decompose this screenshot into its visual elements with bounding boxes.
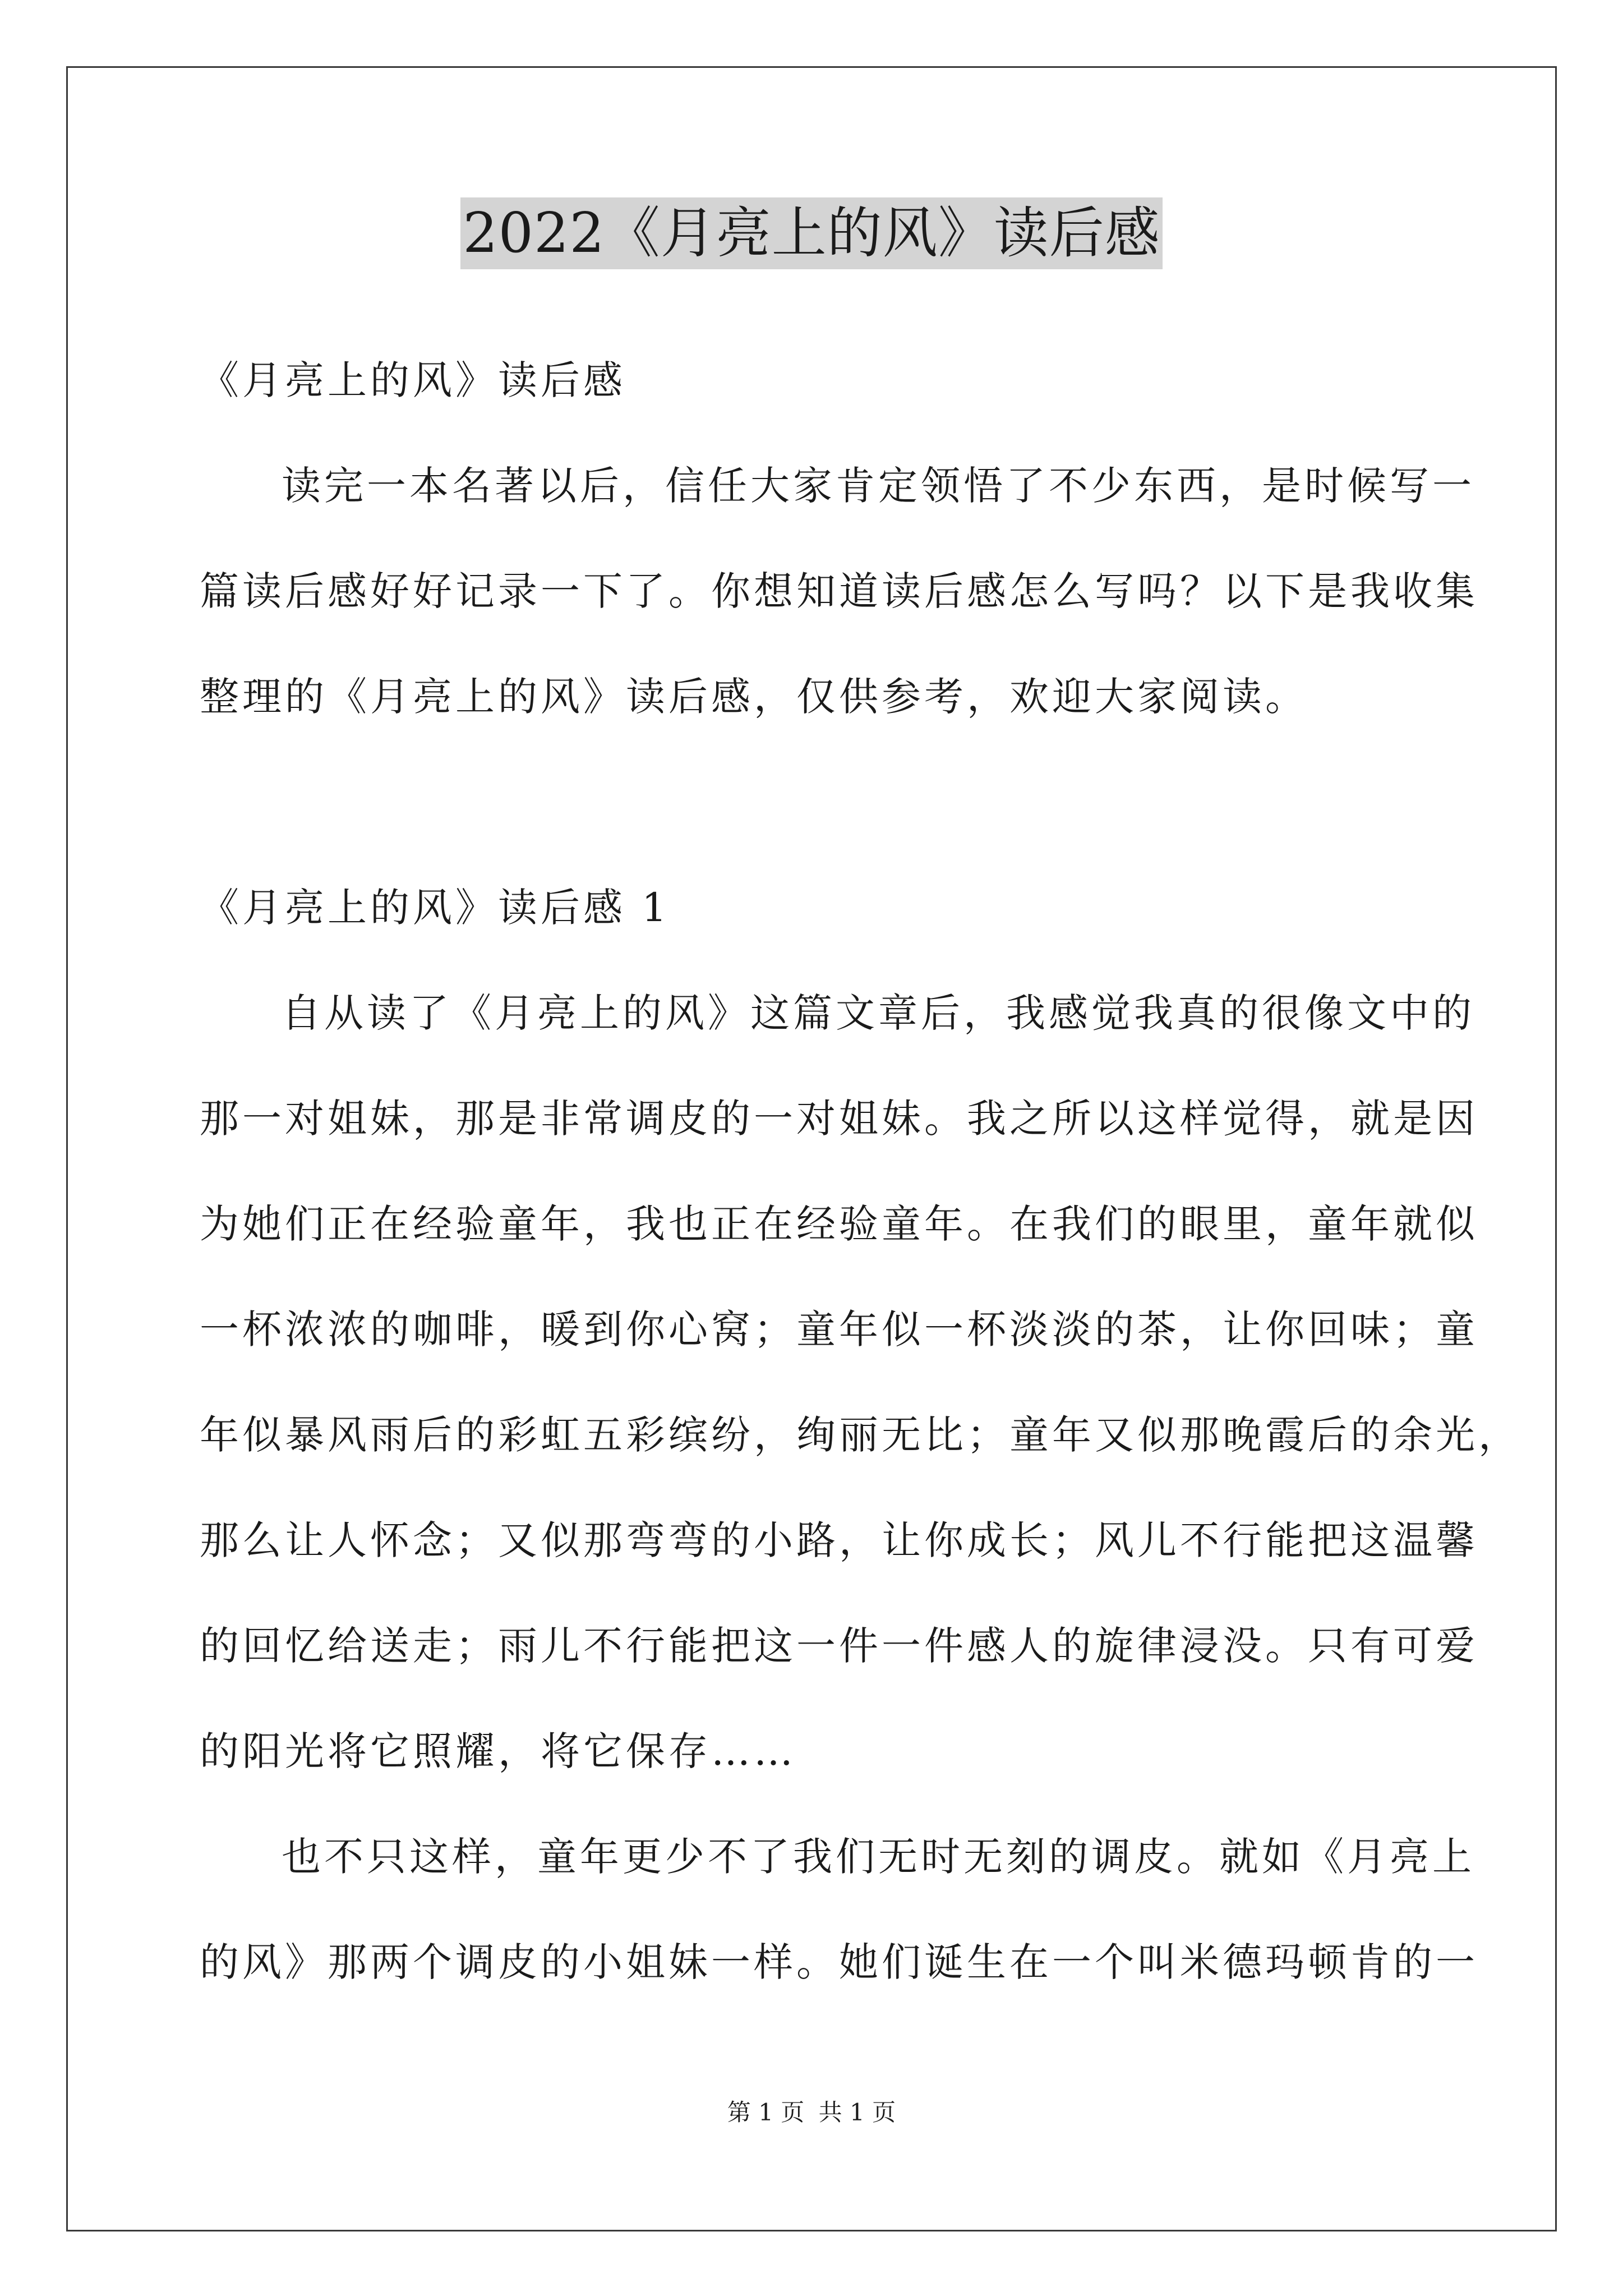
paragraph-line: 年似暴风雨后的彩虹五彩缤纷，绚丽无比；童年又似那晚霞后的余光，: [200, 1412, 1521, 1458]
intro-line: 读完一本名著以后，信任大家肯定领悟了不少东西，是时候写一: [282, 463, 1475, 509]
paragraph-line: 的阳光将它照耀，将它保存……: [200, 1728, 796, 1774]
paragraph-line: 为她们正在经验童年，我也正在经验童年。在我们的眼里，童年就似: [200, 1201, 1478, 1247]
paragraph-line: 的风》那两个调皮的小姐妹一样。她们诞生在一个叫米德玛顿肯的一: [200, 1939, 1478, 1985]
paragraph-line: 的回忆给送走；雨儿不行能把这一件一件感人的旋律浸没。只有可爱: [200, 1623, 1478, 1669]
title-container: [0, 197, 1623, 269]
paragraph-line: 一杯浓浓的咖啡，暖到你心窝；童年似一杯淡淡的茶，让你回味；童: [200, 1306, 1478, 1352]
section-heading: 《月亮上的风》读后感 1: [200, 885, 670, 931]
document-title: 2022《月亮上的风》读后感: [460, 197, 1162, 269]
paragraph-line: 那么让人怀念；又似那弯弯的小路，让你成长；风儿不行能把这温馨: [200, 1517, 1478, 1563]
intro-line: 整理的《月亮上的风》读后感，仅供参考，欢迎大家阅读。: [200, 674, 1308, 720]
subtitle: 《月亮上的风》读后感: [200, 357, 626, 403]
paragraph-line: 自从读了《月亮上的风》这篇文章后，我感觉我真的很像文中的: [282, 990, 1475, 1036]
page-number: 第 1 页: [727, 2099, 805, 2126]
paragraph-line: 那一对姐妹，那是非常调皮的一对姐妹。我之所以这样觉得，就是因: [200, 1096, 1478, 1142]
paragraph-line: 也不只这样，童年更少不了我们无时无刻的调皮。就如《月亮上: [282, 1834, 1475, 1880]
intro-line: 篇读后感好好记录一下了。你想知道读后感怎么写吗？以下是我收集: [200, 568, 1478, 614]
page-total: 共 1 页: [818, 2099, 896, 2126]
page-footer: [0, 2097, 1623, 2128]
